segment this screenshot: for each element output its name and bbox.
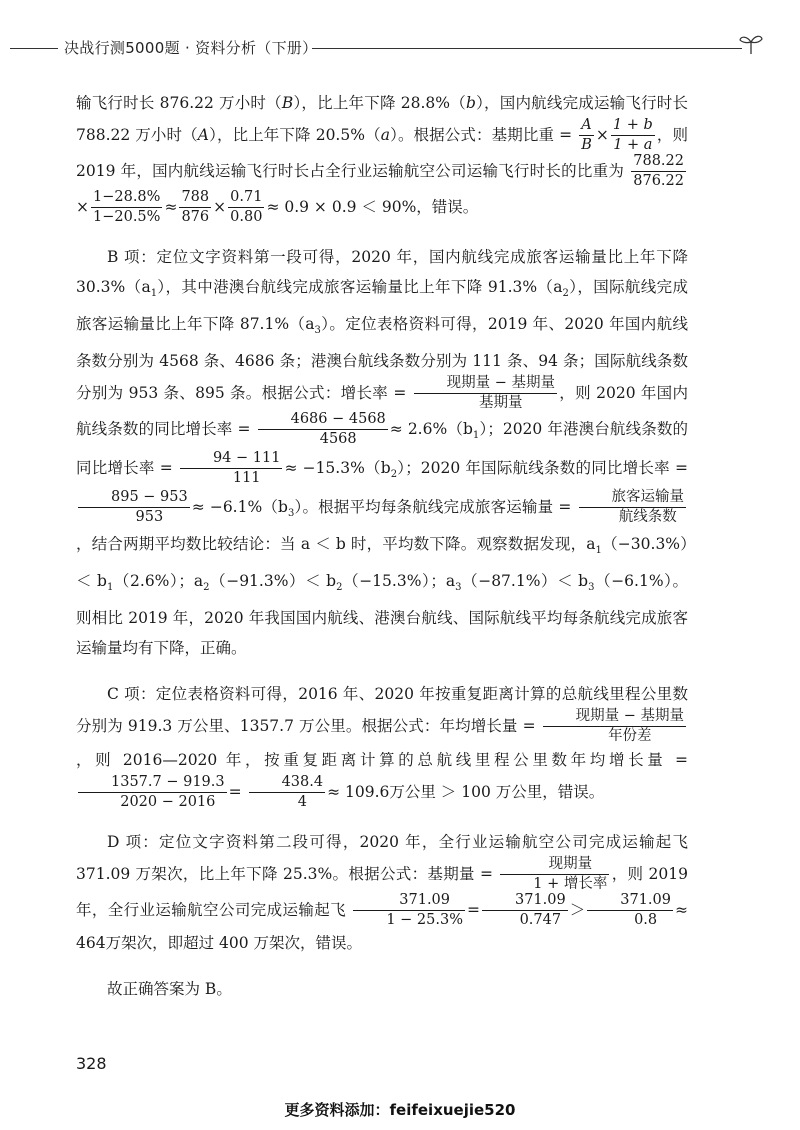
sprout-icon xyxy=(737,32,765,56)
fraction-hmt-growth: $\frac{94 - 111}{111}$ xyxy=(180,451,283,487)
header-rule-left xyxy=(10,48,58,49)
fraction-annual-growth-formula: $\frac{\text{现期量 − 基期量}}{\text{年份差}}$ xyxy=(543,709,686,745)
fraction-base-formula: $\frac{\text{现期量}}{\text{1 + 增长率}}$ xyxy=(500,857,609,893)
paragraph-d-item: D 项：定位文字资料第二段可得，2020 年，全行业运输航空公司完成运输起飞 371.09 万架次，比上年下降 25.3%。根据公式：基期量 = $\frac{\text{现期量}}{\text{1 + 增长率}}$ ，则 2019 年，全行业运输航空公司完成运输起飞 $\frac{371.09}{1 - 25.3\%}$ = $\frac{371.09}{0.747}$ ＞ $\frac{371.09}{0.8}$ ≈ 464万架次，即超过 400 万架次，错误。 xyxy=(76,832,689,953)
fraction-takeoffs-1: $\frac{371.09}{1 - 25.3\%}$ xyxy=(353,893,465,929)
paragraph-b-item: B 项：定位文字资料第一段可得，2020 年，国内航线完成旅客运输量比上年下降 $30.3\%(a_1)$，其中港澳台航线完成旅客运输量比上年下降 $91.3\%(a_2)$，国际航线完成旅客运输量比上年下降 $87.1\%(a_3)$。定位表格资料可得，2019 年、2020 年国内航线条数分别为 4568 条、4686 条；港澳台航线条数分别为 111 条、94 条；国际航线条数分别为 953 条、895 条。根据公式：增长率 = $\frac{\text{现期量 − 基期量}}{\text{基期量}}$ ，则 2020 年国内航线条数的同比增长率 = $\frac{4686 - 4568}{4568}$ ≈ $2.6\%(b_1)$；2020 年港澳台航线条数的同比增长率 = $\frac{94 - 111}{111}$ ≈ $-15.3\%(b_2)$；2020 年国际航线条数的同比增长率 = $\frac{895 - 953}{953}$ ≈ $-6.1\%(b_3)$。根据平均每条航线完成旅客运输量 = $\frac{\text{旅客运输量}}{\text{航线条数}}$ ，结合两期平均数比较结论：当 a ＜ b 时，平均数下降。观察数据发现，$a_1(-30.3\%)< b_1(2.6\%)$；$a_2(-91.3\%)< b_2(-15.3\%)$；$a_3(-87.1\%)< b_3(-6.1\%)$。则相比 2019 年，2020 年我国国内航线、港澳台航线、国际航线平均每条航线完成旅客运输量均有下降，正确。 xyxy=(76,247,689,657)
fraction-intl-growth: $\frac{895 - 953}{953}$ xyxy=(78,490,190,526)
solution-body xyxy=(76,88,688,1004)
fraction-788-876-approx: $\frac{788}{876}$ xyxy=(181,188,210,225)
fraction-071-080: $\frac{0.71}{0.80}$ xyxy=(230,188,263,225)
page-number: 328 xyxy=(76,1054,107,1073)
fraction-1b-over-1a: $\frac{1 + b}{1 + a}$ xyxy=(612,117,653,153)
fraction-avg-per-route: $\frac{\text{旅客运输量}}{\text{航线条数}}$ xyxy=(579,490,687,526)
fraction-domestic-growth: $\frac{4686 - 4568}{4568}$ xyxy=(258,412,388,448)
fraction-438-over-4: $\frac{438.4}{4}$ xyxy=(249,775,326,811)
running-header xyxy=(0,36,800,60)
fraction-rate-ratio: $\frac{1-28.8\%}{1-20.5\%}$ xyxy=(93,188,161,225)
fraction-growth-rate-formula: $\frac{\text{现期量 − 基期量}}{\text{基期量}}$ xyxy=(414,376,557,412)
fraction-a-over-b: $\frac{A}{B}$ xyxy=(581,117,592,153)
footer-label: 更多资料添加： xyxy=(284,1101,390,1119)
paragraph-c-item: C 项：定位表格资料可得，2016 年、2020 年按重复距离计算的总航线里程公里数分别为 919.3 万公里、1357.7 万公里。根据公式：年均增长量 = $\frac{\text{现期量 − 基期量}}{\text{年份差}}$ ，则 2016—2020 年，按重复距离计算的总航线里程公里数年均增长量 = $\frac{1357.7 - 919.3}{2020 - 2016}$ = $\frac{438.4}{4}$ ≈ 109.6万公里 ＞ 100 万公里，错误。 xyxy=(76,684,688,810)
paragraph-a-item: 输飞行时长 876.22 万小时（B），比上年下降 28.8%（b），国内航线完成运输飞行时长 788.22 万小时（A），比上年下降 20.5%（a）。根据公式：基期比重 = $\frac{A}{B}$ × $\frac{1 + b}{1 + a}$ ，则 2019 年，国内航线运输飞行时长占全行业运输航空公司运输飞行时长的比重为 $\frac{788.22}{876.22}$ × $\frac{1-28.8\%}{1-20.5\%}$ ≈ $\frac{788}{876}$ × $\frac{0.71}{0.80}$ ≈ 0.9 × 0.9 ＜ 90%，错误。 xyxy=(76,94,689,225)
fraction-takeoffs-3: $\frac{371.09}{0.8}$ xyxy=(587,893,673,929)
answer-line: 故正确答案为 B。 xyxy=(107,980,232,999)
fraction-788-876: $\frac{788.22}{876.22}$ xyxy=(633,152,684,189)
footer-contact: feifeixuejie520 xyxy=(389,1101,516,1119)
header-rule-right xyxy=(312,48,742,49)
fraction-takeoffs-2: $\frac{371.09}{0.747}$ xyxy=(482,893,568,929)
book-title: 决战行测5000题 · 资料分析（下册） xyxy=(64,39,318,57)
fraction-mileage-diff: $\frac{1357.7 - 919.3}{2020 - 2016}$ xyxy=(78,775,227,811)
footer-contact-note xyxy=(0,1099,800,1120)
